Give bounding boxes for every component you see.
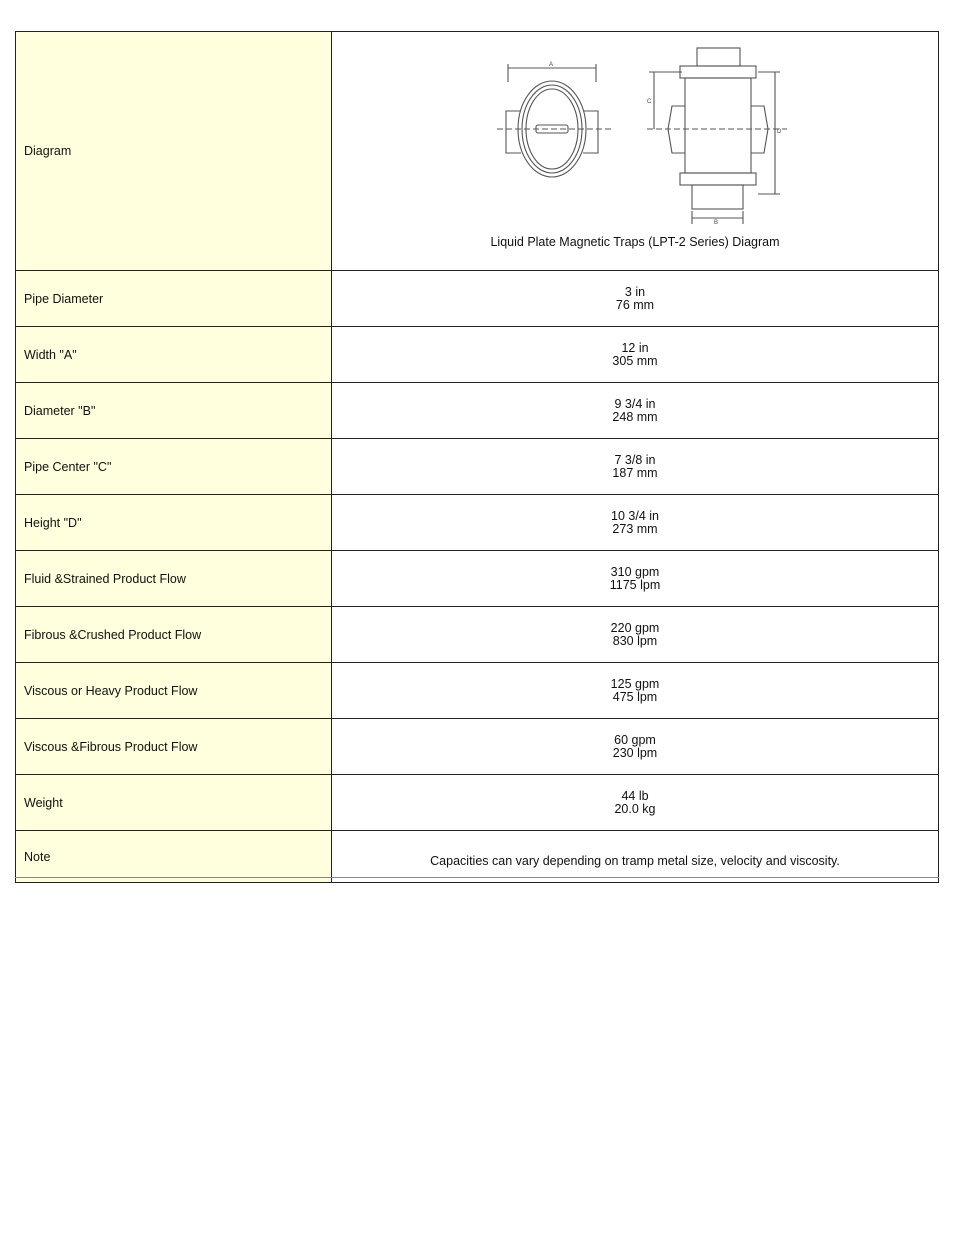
row-value [332,271,939,327]
diagram-caption: Liquid Plate Magnetic Traps (LPT-2 Series) Diagram [490,235,780,249]
spec-row [16,327,939,383]
row-value [332,663,939,719]
row-label: Weight [16,775,332,831]
row-label: Diagram [16,32,332,271]
spec-row [16,495,939,551]
spec-row [16,383,939,439]
value-imperial: 9 3/4 in [614,396,656,411]
spec-rows [16,271,939,831]
row-value [332,551,939,607]
row-label: Diameter "B" [16,383,332,439]
value-imperial: 10 3/4 in [611,508,659,523]
value-imperial: 44 lb [621,788,649,803]
value-imperial: 60 gpm [614,732,656,747]
value-metric: 1175 lpm [609,577,661,592]
diagram-cell [332,32,939,271]
value-imperial: 125 gpm [610,676,660,691]
value-metric: 273 mm [612,521,658,536]
spec-row [16,663,939,719]
row-value [332,719,939,775]
row-value [332,775,939,831]
horizontal-rule [15,877,939,878]
dim-label-b: B [714,220,719,226]
dim-label-a: A [549,62,554,68]
spec-row [16,719,939,775]
spec-row [16,775,939,831]
value-metric: 830 lpm [612,633,658,648]
value-metric: 475 lpm [612,689,658,704]
value-metric: 305 mm [612,353,658,368]
value-metric: 76 mm [615,297,655,312]
dim-label-d: D [777,129,782,135]
value-imperial: 7 3/8 in [614,452,656,467]
row-value [332,495,939,551]
row-value [332,439,939,495]
row-value [332,327,939,383]
value-metric: 248 mm [612,409,658,424]
note-row [16,831,939,883]
value-imperial: 3 in [624,284,646,299]
value-metric: 230 lpm [612,745,658,760]
row-value [332,383,939,439]
spec-row [16,607,939,663]
magnetic-trap-diagram [492,46,792,226]
row-value [332,607,939,663]
row-label: Pipe Diameter [16,271,332,327]
spec-row [16,439,939,495]
row-label: Viscous &Fibrous Product Flow [16,719,332,775]
row-label: Width "A" [16,327,332,383]
value-metric: 20.0 kg [614,801,656,816]
row-label: Note [16,831,332,883]
row-label: Fluid &Strained Product Flow [16,551,332,607]
dim-label-c: C [647,99,652,105]
spec-row [16,551,939,607]
row-label: Height "D" [16,495,332,551]
note-text: Capacities can vary depending on tramp metal size, velocity and viscosity. [332,831,939,883]
spec-row [16,271,939,327]
value-imperial: 310 gpm [610,564,660,579]
row-label: Viscous or Heavy Product Flow [16,663,332,719]
value-imperial: 12 in [621,340,649,355]
row-label: Pipe Center "C" [16,439,332,495]
row-label: Fibrous &Crushed Product Flow [16,607,332,663]
value-imperial: 220 gpm [610,620,660,635]
value-metric: 187 mm [612,465,658,480]
spec-table [15,31,939,883]
diagram-row [16,32,939,271]
